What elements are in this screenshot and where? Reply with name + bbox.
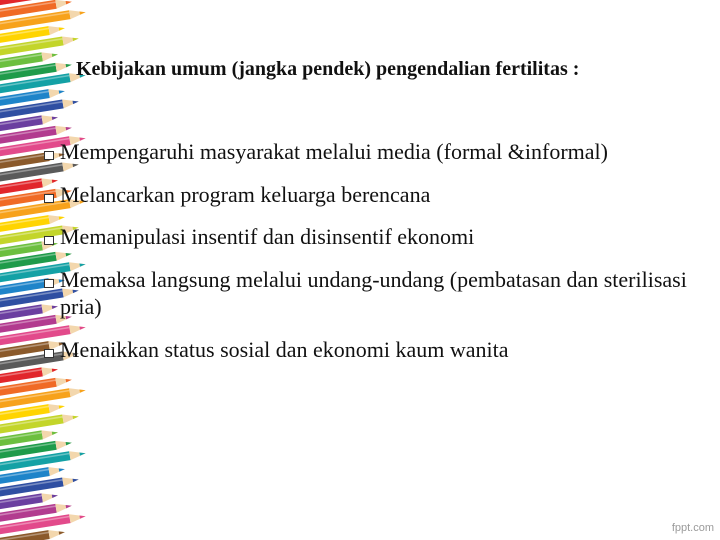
bullet-item bbox=[44, 336, 704, 363]
bullet-item bbox=[44, 138, 704, 165]
bullet-text: Memaksa langsung melalui undang-undang (pembatasan dan sterilisasi pria) bbox=[60, 267, 687, 319]
watermark: fppt.com bbox=[671, 522, 714, 534]
bullet-text: Mempengaruhi masyarakat melalui media (formal &informal) bbox=[60, 139, 608, 164]
bullet-item bbox=[44, 181, 704, 208]
square-bullet-icon bbox=[44, 349, 54, 358]
bullet-text: Menaikkan status sosial dan ekonomi kaum wanita bbox=[60, 337, 509, 362]
square-bullet-icon bbox=[44, 236, 54, 245]
bullet-text: Memanipulasi insentif dan disinsentif ekonomi bbox=[60, 224, 475, 249]
bullet-item bbox=[44, 223, 704, 250]
square-bullet-icon bbox=[44, 279, 54, 288]
square-bullet-icon bbox=[44, 151, 54, 160]
slide-title: Kebijakan umum (jangka pendek) pengendalian fertilitas : bbox=[76, 58, 580, 80]
bullet-list bbox=[44, 138, 704, 363]
square-bullet-icon bbox=[44, 194, 54, 203]
bullet-item bbox=[44, 266, 704, 320]
bullet-text: Melancarkan program keluarga berencana bbox=[60, 182, 431, 207]
